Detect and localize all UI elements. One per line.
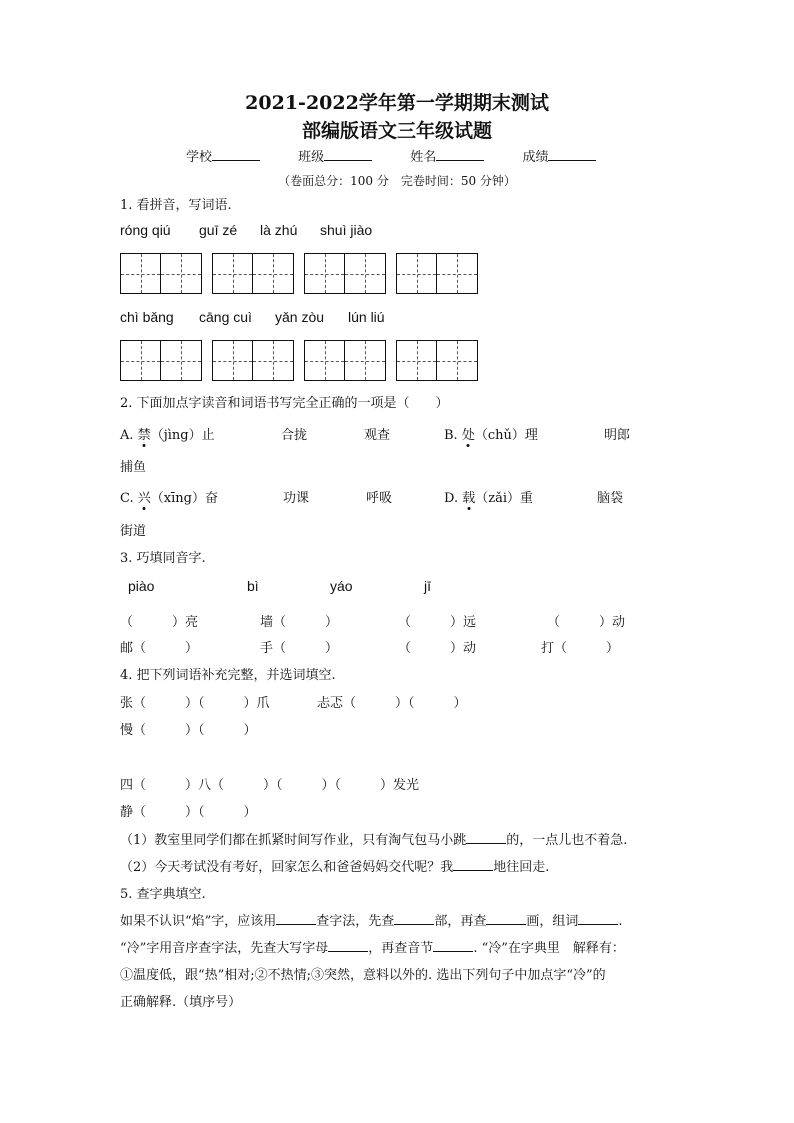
sentence-text: 地往回走.	[493, 860, 550, 875]
fill-blank[interactable]: 邮（ ）	[120, 641, 199, 656]
option-text: （jìng）止	[150, 428, 215, 443]
dotted-char: 处	[461, 428, 475, 443]
score-label: 成绩	[522, 150, 549, 165]
write-grid[interactable]	[396, 340, 478, 381]
dotted-char: 禁	[137, 428, 151, 443]
fill-blank[interactable]: 慢（ ）（ ）	[120, 723, 257, 738]
sentence-text: 画，组词	[526, 914, 579, 929]
q2-title: 2. 下面加点字读音和词语书写完全正确的一项是（ ）	[120, 396, 449, 411]
class-label: 班级	[298, 150, 325, 165]
class-field[interactable]	[324, 160, 372, 161]
fill-blank[interactable]: （ ）亮	[120, 615, 199, 630]
pinyin: lún liú	[348, 309, 385, 325]
sentence-text: 的，一点儿也不着急.	[506, 833, 628, 848]
q5-line-3: ①温度低，跟“热”相对;②不热情;③突然，意料以外的. 选出下列句子中加点字“冷”的	[120, 968, 606, 983]
sentence-text: “冷”字用音序查字法，先查大写字母	[120, 941, 329, 956]
sentence-text: 查字法，先查	[316, 914, 395, 929]
name-label: 姓名	[410, 150, 437, 165]
score-field[interactable]	[548, 160, 596, 161]
q1-title: 1. 看拼音，写词语.	[120, 198, 232, 213]
option-label: B.	[444, 428, 458, 443]
write-grid[interactable]	[120, 340, 202, 381]
info-line	[186, 146, 596, 165]
q5-title: 5. 查字典填空.	[120, 887, 206, 902]
dotted-char: 载	[462, 491, 476, 506]
option-text: （xīng）奋	[150, 491, 218, 506]
option-a[interactable]	[120, 424, 215, 443]
sentence-text: . “冷”在字典里 解释有：	[473, 941, 625, 956]
school-field[interactable]	[212, 160, 260, 161]
option-text: 观查	[364, 428, 391, 443]
option-d[interactable]	[444, 487, 533, 506]
fill-blank[interactable]: 墙（ ）	[260, 615, 339, 630]
option-text: 功课	[283, 491, 310, 506]
pinyin: róng qiú	[120, 222, 171, 238]
option-label: A.	[120, 428, 134, 443]
option-text: （chǔ）理	[474, 428, 538, 443]
q5-line-1	[120, 910, 622, 929]
fill-blank[interactable]: 四（ ）八（ ）（ ）（ ）发光	[120, 778, 420, 793]
pinyin: cāng cuì	[199, 309, 252, 325]
pinyin: là zhú	[260, 222, 298, 238]
fill-blank[interactable]: （ ）动	[547, 615, 626, 630]
option-label: C.	[120, 491, 134, 506]
dotted-char: 兴	[137, 491, 151, 506]
pinyin: yǎn zòu	[275, 309, 325, 325]
name-field[interactable]	[436, 160, 484, 161]
answer-blank[interactable]	[578, 924, 618, 925]
school-label: 学校	[186, 150, 213, 165]
answer-blank[interactable]	[394, 924, 434, 925]
q4-sentence-1	[120, 829, 627, 848]
pinyin: guī zé	[199, 222, 238, 238]
fill-blank[interactable]: 忐忑（ ）（ ）	[317, 696, 467, 711]
sentence-text: 如果不认识“焰”字，应该用	[120, 914, 277, 929]
option-text: 脑袋	[597, 491, 624, 506]
option-text: 呼吸	[366, 491, 393, 506]
answer-blank[interactable]	[276, 924, 316, 925]
pinyin: piào	[128, 578, 155, 594]
write-grid[interactable]	[212, 340, 294, 381]
fill-blank[interactable]: （ ）远	[398, 615, 477, 630]
q3-title: 3. 巧填同音字.	[120, 551, 206, 566]
page-title: 2021-2022学年第一学期期末测试	[245, 92, 549, 114]
answer-blank[interactable]	[466, 843, 506, 844]
option-text: （zǎi）重	[475, 491, 534, 506]
pinyin: chì bǎng	[120, 309, 174, 325]
pinyin: yáo	[330, 578, 353, 594]
option-text: 街道	[120, 524, 147, 539]
option-label: D.	[444, 491, 459, 506]
fill-blank[interactable]: 张（ ）（ ）爪	[120, 696, 270, 711]
answer-blank[interactable]	[486, 924, 526, 925]
write-grid[interactable]	[396, 253, 478, 294]
write-grid[interactable]	[304, 340, 386, 381]
q4-title: 4. 把下列词语补充完整，并选词填空.	[120, 668, 336, 683]
sentence-text: （1）教室里同学们都在抓紧时间写作业，只有淘气包马小跳	[120, 833, 467, 848]
option-text: 明郎	[604, 428, 631, 443]
sentence-text: ，再查音节	[368, 941, 434, 956]
fill-blank[interactable]: 打（ ）	[541, 641, 620, 656]
pinyin: jī	[424, 578, 431, 594]
answer-blank[interactable]	[433, 951, 473, 952]
q5-line-2	[120, 937, 625, 956]
fill-blank[interactable]: 静（ ）（ ）	[120, 805, 257, 820]
sentence-text: 部，再查	[434, 914, 487, 929]
sentence-text: .	[618, 914, 623, 929]
fill-blank[interactable]: 手（ ）	[260, 641, 339, 656]
answer-blank[interactable]	[453, 870, 493, 871]
page-subtitle: 部编版语文三年级试题	[301, 120, 492, 142]
sentence-text: （2）今天考试没有考好，回家怎么和爸爸妈妈交代呢？我	[120, 860, 454, 875]
write-grid[interactable]	[120, 253, 202, 294]
option-c[interactable]	[120, 487, 218, 506]
pinyin: shuì jiào	[320, 222, 373, 238]
option-text: 捕鱼	[120, 460, 147, 475]
exam-note: （卷面总分：100 分 完卷时间：50 分钟）	[278, 174, 516, 188]
fill-blank[interactable]: （ ）动	[398, 641, 477, 656]
answer-blank[interactable]	[328, 951, 368, 952]
write-grid[interactable]	[212, 253, 294, 294]
q5-line-4: 正确解释.（填序号）	[120, 995, 242, 1010]
q4-sentence-2	[120, 856, 549, 875]
option-b[interactable]	[444, 424, 538, 443]
option-text: 合拢	[281, 428, 308, 443]
write-grid[interactable]	[304, 253, 386, 294]
pinyin: bì	[247, 578, 259, 594]
